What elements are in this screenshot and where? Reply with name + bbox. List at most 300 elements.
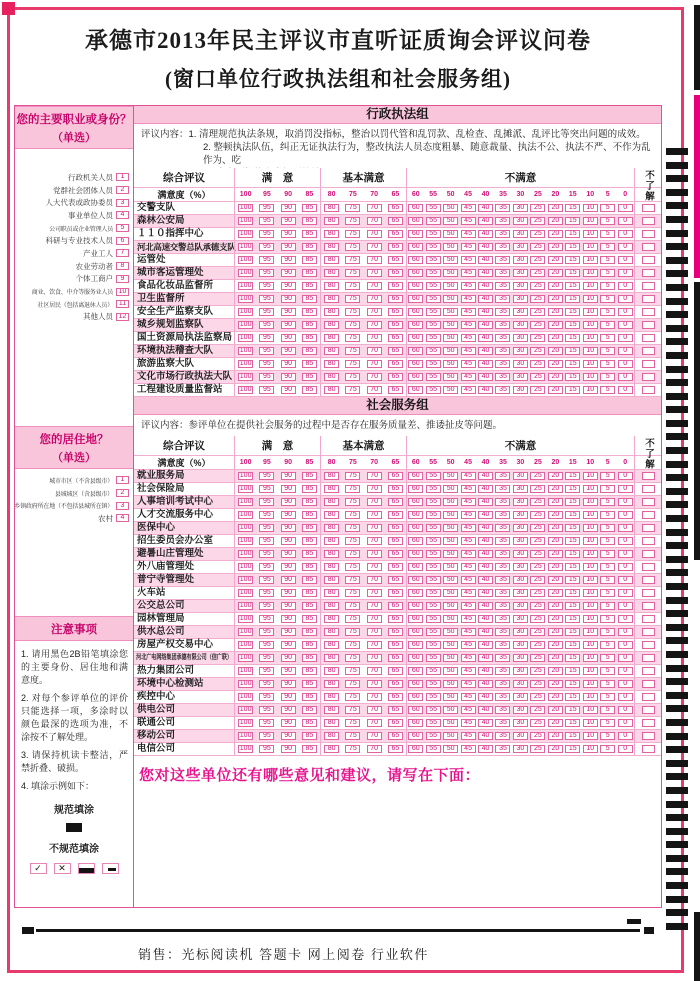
score-bubble[interactable]: 85 bbox=[302, 308, 317, 316]
score-bubble[interactable]: 15 bbox=[565, 485, 580, 493]
score-bubble[interactable]: 50 bbox=[443, 485, 458, 493]
score-bubble[interactable]: 30 bbox=[513, 295, 528, 303]
score-bubble[interactable]: 100 bbox=[239, 576, 252, 583]
residence-option-bubble[interactable]: 3 bbox=[116, 502, 129, 510]
score-bubble[interactable]: 45 bbox=[461, 498, 476, 506]
score-bubble[interactable]: 20 bbox=[548, 524, 563, 532]
score-bubble[interactable]: 80 bbox=[324, 472, 339, 480]
score-bubble[interactable]: 55 bbox=[426, 282, 441, 290]
score-bubble[interactable]: 65 bbox=[388, 230, 403, 238]
score-bubble[interactable]: 45 bbox=[461, 321, 476, 329]
score-bubble[interactable]: 70 bbox=[367, 269, 382, 277]
score-bubble[interactable]: 95 bbox=[259, 217, 274, 225]
score-bubble[interactable]: 30 bbox=[513, 615, 528, 623]
score-bubble[interactable]: 0 bbox=[618, 628, 633, 636]
score-bubble[interactable]: 55 bbox=[426, 511, 441, 519]
score-bubble[interactable]: 55 bbox=[426, 550, 441, 558]
score-bubble[interactable]: 45 bbox=[461, 472, 476, 480]
score-bubble[interactable]: 70 bbox=[367, 745, 382, 753]
score-bubble[interactable]: 25 bbox=[530, 498, 545, 506]
score-bubble[interactable]: 5 bbox=[600, 472, 615, 480]
score-bubble[interactable]: 60 bbox=[408, 230, 423, 238]
score-bubble[interactable]: 90 bbox=[281, 295, 296, 303]
score-bubble[interactable]: 65 bbox=[388, 347, 403, 355]
score-bubble[interactable]: 75 bbox=[345, 524, 360, 532]
score-bubble[interactable]: 45 bbox=[461, 360, 476, 368]
score-bubble[interactable]: 10 bbox=[583, 706, 598, 714]
score-bubble[interactable]: 35 bbox=[495, 230, 510, 238]
score-bubble[interactable]: 35 bbox=[495, 360, 510, 368]
unknown-checkbox[interactable] bbox=[642, 615, 655, 623]
score-bubble[interactable]: 95 bbox=[259, 615, 274, 623]
score-bubble[interactable]: 25 bbox=[530, 295, 545, 303]
score-bubble[interactable]: 0 bbox=[618, 550, 633, 558]
score-bubble[interactable]: 20 bbox=[548, 667, 563, 675]
score-bubble[interactable]: 100 bbox=[239, 537, 252, 544]
score-bubble[interactable]: 35 bbox=[495, 680, 510, 688]
score-bubble[interactable]: 15 bbox=[565, 204, 580, 212]
score-bubble[interactable]: 0 bbox=[618, 282, 633, 290]
score-bubble[interactable]: 75 bbox=[345, 321, 360, 329]
residence-option-bubble[interactable]: 4 bbox=[116, 514, 129, 522]
score-bubble[interactable]: 30 bbox=[513, 373, 528, 381]
score-bubble[interactable]: 10 bbox=[583, 485, 598, 493]
score-bubble[interactable]: 75 bbox=[345, 576, 360, 584]
comment-writing-area[interactable] bbox=[134, 785, 661, 905]
score-bubble[interactable]: 15 bbox=[565, 706, 580, 714]
score-bubble[interactable]: 65 bbox=[388, 373, 403, 381]
score-bubble[interactable]: 60 bbox=[408, 269, 423, 277]
score-bubble[interactable]: 55 bbox=[426, 308, 441, 316]
score-bubble[interactable]: 75 bbox=[345, 256, 360, 264]
score-bubble[interactable]: 55 bbox=[426, 641, 441, 649]
score-bubble[interactable]: 30 bbox=[513, 589, 528, 597]
score-bubble[interactable]: 20 bbox=[548, 472, 563, 480]
score-bubble[interactable]: 15 bbox=[565, 256, 580, 264]
score-bubble[interactable]: 95 bbox=[259, 550, 274, 558]
score-bubble[interactable]: 50 bbox=[443, 269, 458, 277]
score-bubble[interactable]: 70 bbox=[367, 230, 382, 238]
score-bubble[interactable]: 75 bbox=[345, 641, 360, 649]
score-bubble[interactable]: 5 bbox=[600, 386, 615, 394]
score-bubble[interactable]: 25 bbox=[530, 602, 545, 610]
score-bubble[interactable]: 60 bbox=[408, 576, 423, 584]
score-bubble[interactable]: 60 bbox=[408, 204, 423, 212]
score-bubble[interactable]: 80 bbox=[324, 628, 339, 636]
score-bubble[interactable]: 0 bbox=[618, 472, 633, 480]
score-bubble[interactable]: 85 bbox=[302, 321, 317, 329]
score-bubble[interactable]: 20 bbox=[548, 243, 563, 251]
score-bubble[interactable]: 70 bbox=[367, 282, 382, 290]
score-bubble[interactable]: 90 bbox=[281, 654, 296, 662]
score-bubble[interactable]: 40 bbox=[478, 485, 493, 493]
score-bubble[interactable]: 100 bbox=[239, 602, 252, 609]
score-bubble[interactable]: 45 bbox=[461, 282, 476, 290]
score-bubble[interactable]: 65 bbox=[388, 485, 403, 493]
score-bubble[interactable]: 40 bbox=[478, 321, 493, 329]
score-bubble[interactable]: 30 bbox=[513, 230, 528, 238]
score-bubble[interactable]: 20 bbox=[548, 589, 563, 597]
score-bubble[interactable]: 50 bbox=[443, 602, 458, 610]
score-bubble[interactable]: 90 bbox=[281, 537, 296, 545]
score-bubble[interactable]: 90 bbox=[281, 745, 296, 753]
score-bubble[interactable]: 20 bbox=[548, 602, 563, 610]
score-bubble[interactable]: 90 bbox=[281, 347, 296, 355]
unknown-checkbox[interactable] bbox=[642, 498, 655, 506]
score-bubble[interactable]: 55 bbox=[426, 602, 441, 610]
score-bubble[interactable]: 70 bbox=[367, 295, 382, 303]
score-bubble[interactable]: 90 bbox=[281, 680, 296, 688]
score-bubble[interactable]: 5 bbox=[600, 334, 615, 342]
score-bubble[interactable]: 75 bbox=[345, 602, 360, 610]
score-bubble[interactable]: 70 bbox=[367, 615, 382, 623]
score-bubble[interactable]: 100 bbox=[239, 360, 252, 367]
score-bubble[interactable]: 10 bbox=[583, 537, 598, 545]
score-bubble[interactable]: 35 bbox=[495, 524, 510, 532]
occupation-option-bubble[interactable]: 12 bbox=[116, 313, 129, 321]
score-bubble[interactable]: 90 bbox=[281, 615, 296, 623]
score-bubble[interactable]: 20 bbox=[548, 269, 563, 277]
score-bubble[interactable]: 85 bbox=[302, 334, 317, 342]
score-bubble[interactable]: 25 bbox=[530, 628, 545, 636]
score-bubble[interactable]: 20 bbox=[548, 576, 563, 584]
score-bubble[interactable]: 65 bbox=[388, 204, 403, 212]
score-bubble[interactable]: 60 bbox=[408, 511, 423, 519]
score-bubble[interactable]: 0 bbox=[618, 563, 633, 571]
score-bubble[interactable]: 30 bbox=[513, 719, 528, 727]
score-bubble[interactable]: 75 bbox=[345, 308, 360, 316]
score-bubble[interactable]: 85 bbox=[302, 295, 317, 303]
score-bubble[interactable]: 50 bbox=[443, 680, 458, 688]
score-bubble[interactable]: 45 bbox=[461, 537, 476, 545]
score-bubble[interactable]: 5 bbox=[600, 615, 615, 623]
score-bubble[interactable]: 45 bbox=[461, 347, 476, 355]
score-bubble[interactable]: 65 bbox=[388, 537, 403, 545]
score-bubble[interactable]: 90 bbox=[281, 706, 296, 714]
score-bubble[interactable]: 0 bbox=[618, 498, 633, 506]
score-bubble[interactable]: 100 bbox=[239, 628, 252, 635]
score-bubble[interactable]: 0 bbox=[618, 360, 633, 368]
score-bubble[interactable]: 75 bbox=[345, 745, 360, 753]
score-bubble[interactable]: 80 bbox=[324, 602, 339, 610]
score-bubble[interactable]: 20 bbox=[548, 641, 563, 649]
score-bubble[interactable]: 65 bbox=[388, 563, 403, 571]
unknown-checkbox[interactable] bbox=[642, 217, 655, 225]
score-bubble[interactable]: 95 bbox=[259, 628, 274, 636]
score-bubble[interactable]: 70 bbox=[367, 360, 382, 368]
score-bubble[interactable]: 55 bbox=[426, 563, 441, 571]
score-bubble[interactable]: 100 bbox=[239, 217, 252, 224]
score-bubble[interactable]: 0 bbox=[618, 334, 633, 342]
score-bubble[interactable]: 20 bbox=[548, 628, 563, 636]
score-bubble[interactable]: 35 bbox=[495, 589, 510, 597]
score-bubble[interactable]: 70 bbox=[367, 511, 382, 519]
occupation-option-bubble[interactable]: 6 bbox=[116, 237, 129, 245]
score-bubble[interactable]: 75 bbox=[345, 269, 360, 277]
score-bubble[interactable]: 10 bbox=[583, 204, 598, 212]
score-bubble[interactable]: 80 bbox=[324, 589, 339, 597]
unknown-checkbox[interactable] bbox=[642, 706, 655, 714]
score-bubble[interactable]: 75 bbox=[345, 334, 360, 342]
unknown-checkbox[interactable] bbox=[642, 693, 655, 701]
score-bubble[interactable]: 20 bbox=[548, 217, 563, 225]
score-bubble[interactable]: 80 bbox=[324, 360, 339, 368]
score-bubble[interactable]: 35 bbox=[495, 745, 510, 753]
score-bubble[interactable]: 90 bbox=[281, 641, 296, 649]
score-bubble[interactable]: 55 bbox=[426, 386, 441, 394]
score-bubble[interactable]: 85 bbox=[302, 204, 317, 212]
score-bubble[interactable]: 35 bbox=[495, 654, 510, 662]
score-bubble[interactable]: 45 bbox=[461, 524, 476, 532]
score-bubble[interactable]: 85 bbox=[302, 680, 317, 688]
score-bubble[interactable]: 70 bbox=[367, 498, 382, 506]
score-bubble[interactable]: 55 bbox=[426, 295, 441, 303]
score-bubble[interactable]: 80 bbox=[324, 693, 339, 701]
score-bubble[interactable]: 10 bbox=[583, 511, 598, 519]
score-bubble[interactable]: 85 bbox=[302, 706, 317, 714]
score-bubble[interactable]: 0 bbox=[618, 654, 633, 662]
score-bubble[interactable]: 60 bbox=[408, 282, 423, 290]
score-bubble[interactable]: 80 bbox=[324, 334, 339, 342]
score-bubble[interactable]: 10 bbox=[583, 732, 598, 740]
score-bubble[interactable]: 15 bbox=[565, 243, 580, 251]
score-bubble[interactable]: 50 bbox=[443, 550, 458, 558]
score-bubble[interactable]: 30 bbox=[513, 537, 528, 545]
score-bubble[interactable]: 5 bbox=[600, 680, 615, 688]
score-bubble[interactable]: 70 bbox=[367, 576, 382, 584]
score-bubble[interactable]: 45 bbox=[461, 373, 476, 381]
score-bubble[interactable]: 60 bbox=[408, 295, 423, 303]
score-bubble[interactable]: 70 bbox=[367, 628, 382, 636]
score-bubble[interactable]: 35 bbox=[495, 550, 510, 558]
score-bubble[interactable]: 85 bbox=[302, 269, 317, 277]
score-bubble[interactable]: 10 bbox=[583, 602, 598, 610]
score-bubble[interactable]: 95 bbox=[259, 693, 274, 701]
score-bubble[interactable]: 35 bbox=[495, 576, 510, 584]
unknown-checkbox[interactable] bbox=[642, 256, 655, 264]
score-bubble[interactable]: 5 bbox=[600, 524, 615, 532]
score-bubble[interactable]: 100 bbox=[239, 719, 252, 726]
score-bubble[interactable]: 5 bbox=[600, 321, 615, 329]
score-bubble[interactable]: 50 bbox=[443, 589, 458, 597]
score-bubble[interactable]: 50 bbox=[443, 230, 458, 238]
score-bubble[interactable]: 55 bbox=[426, 373, 441, 381]
score-bubble[interactable]: 85 bbox=[302, 732, 317, 740]
score-bubble[interactable]: 50 bbox=[443, 217, 458, 225]
score-bubble[interactable]: 25 bbox=[530, 680, 545, 688]
score-bubble[interactable]: 10 bbox=[583, 308, 598, 316]
score-bubble[interactable]: 60 bbox=[408, 667, 423, 675]
score-bubble[interactable]: 30 bbox=[513, 334, 528, 342]
score-bubble[interactable]: 20 bbox=[548, 537, 563, 545]
score-bubble[interactable]: 65 bbox=[388, 217, 403, 225]
score-bubble[interactable]: 75 bbox=[345, 230, 360, 238]
score-bubble[interactable]: 75 bbox=[345, 347, 360, 355]
score-bubble[interactable]: 0 bbox=[618, 269, 633, 277]
score-bubble[interactable]: 95 bbox=[259, 719, 274, 727]
score-bubble[interactable]: 25 bbox=[530, 511, 545, 519]
score-bubble[interactable]: 100 bbox=[239, 269, 252, 276]
score-bubble[interactable]: 50 bbox=[443, 282, 458, 290]
unknown-checkbox[interactable] bbox=[642, 576, 655, 584]
score-bubble[interactable]: 50 bbox=[443, 472, 458, 480]
score-bubble[interactable]: 70 bbox=[367, 373, 382, 381]
score-bubble[interactable]: 5 bbox=[600, 282, 615, 290]
score-bubble[interactable]: 60 bbox=[408, 472, 423, 480]
score-bubble[interactable]: 10 bbox=[583, 719, 598, 727]
score-bubble[interactable]: 95 bbox=[259, 732, 274, 740]
score-bubble[interactable]: 50 bbox=[443, 576, 458, 584]
unknown-checkbox[interactable] bbox=[642, 386, 655, 394]
score-bubble[interactable]: 40 bbox=[478, 373, 493, 381]
score-bubble[interactable]: 40 bbox=[478, 269, 493, 277]
occupation-option-bubble[interactable]: 8 bbox=[116, 262, 129, 270]
score-bubble[interactable]: 55 bbox=[426, 334, 441, 342]
unknown-checkbox[interactable] bbox=[642, 360, 655, 368]
score-bubble[interactable]: 70 bbox=[367, 667, 382, 675]
score-bubble[interactable]: 40 bbox=[478, 256, 493, 264]
score-bubble[interactable]: 50 bbox=[443, 524, 458, 532]
score-bubble[interactable]: 30 bbox=[513, 321, 528, 329]
score-bubble[interactable]: 10 bbox=[583, 589, 598, 597]
score-bubble[interactable]: 5 bbox=[600, 563, 615, 571]
score-bubble[interactable]: 90 bbox=[281, 282, 296, 290]
score-bubble[interactable]: 90 bbox=[281, 386, 296, 394]
score-bubble[interactable]: 85 bbox=[302, 641, 317, 649]
score-bubble[interactable]: 15 bbox=[565, 347, 580, 355]
score-bubble[interactable]: 70 bbox=[367, 693, 382, 701]
score-bubble[interactable]: 50 bbox=[443, 347, 458, 355]
score-bubble[interactable]: 95 bbox=[259, 485, 274, 493]
score-bubble[interactable]: 90 bbox=[281, 243, 296, 251]
score-bubble[interactable]: 80 bbox=[324, 732, 339, 740]
score-bubble[interactable]: 45 bbox=[461, 667, 476, 675]
score-bubble[interactable]: 40 bbox=[478, 204, 493, 212]
score-bubble[interactable]: 80 bbox=[324, 706, 339, 714]
score-bubble[interactable]: 60 bbox=[408, 745, 423, 753]
residence-option-bubble[interactable]: 2 bbox=[116, 489, 129, 497]
occupation-option-bubble[interactable]: 1 bbox=[116, 173, 129, 181]
score-bubble[interactable]: 60 bbox=[408, 485, 423, 493]
score-bubble[interactable]: 45 bbox=[461, 732, 476, 740]
score-bubble[interactable]: 70 bbox=[367, 524, 382, 532]
score-bubble[interactable]: 75 bbox=[345, 719, 360, 727]
score-bubble[interactable]: 15 bbox=[565, 334, 580, 342]
score-bubble[interactable]: 80 bbox=[324, 745, 339, 753]
score-bubble[interactable]: 5 bbox=[600, 360, 615, 368]
score-bubble[interactable]: 80 bbox=[324, 308, 339, 316]
score-bubble[interactable]: 100 bbox=[239, 243, 252, 250]
score-bubble[interactable]: 85 bbox=[302, 667, 317, 675]
score-bubble[interactable]: 15 bbox=[565, 550, 580, 558]
score-bubble[interactable]: 5 bbox=[600, 641, 615, 649]
score-bubble[interactable]: 25 bbox=[530, 576, 545, 584]
score-bubble[interactable]: 5 bbox=[600, 745, 615, 753]
score-bubble[interactable]: 70 bbox=[367, 217, 382, 225]
score-bubble[interactable]: 75 bbox=[345, 282, 360, 290]
score-bubble[interactable]: 10 bbox=[583, 745, 598, 753]
score-bubble[interactable]: 60 bbox=[408, 537, 423, 545]
score-bubble[interactable]: 100 bbox=[239, 693, 252, 700]
score-bubble[interactable]: 95 bbox=[259, 243, 274, 251]
score-bubble[interactable]: 55 bbox=[426, 524, 441, 532]
score-bubble[interactable]: 35 bbox=[495, 641, 510, 649]
score-bubble[interactable]: 65 bbox=[388, 693, 403, 701]
score-bubble[interactable]: 20 bbox=[548, 295, 563, 303]
score-bubble[interactable]: 15 bbox=[565, 511, 580, 519]
score-bubble[interactable]: 65 bbox=[388, 589, 403, 597]
score-bubble[interactable]: 75 bbox=[345, 243, 360, 251]
score-bubble[interactable]: 40 bbox=[478, 347, 493, 355]
score-bubble[interactable]: 70 bbox=[367, 321, 382, 329]
score-bubble[interactable]: 5 bbox=[600, 485, 615, 493]
score-bubble[interactable]: 10 bbox=[583, 563, 598, 571]
score-bubble[interactable]: 50 bbox=[443, 537, 458, 545]
score-bubble[interactable]: 80 bbox=[324, 204, 339, 212]
score-bubble[interactable]: 0 bbox=[618, 243, 633, 251]
score-bubble[interactable]: 5 bbox=[600, 295, 615, 303]
score-bubble[interactable]: 50 bbox=[443, 360, 458, 368]
score-bubble[interactable]: 85 bbox=[302, 524, 317, 532]
score-bubble[interactable]: 35 bbox=[495, 204, 510, 212]
score-bubble[interactable]: 25 bbox=[530, 524, 545, 532]
score-bubble[interactable]: 5 bbox=[600, 602, 615, 610]
score-bubble[interactable]: 10 bbox=[583, 654, 598, 662]
unknown-checkbox[interactable] bbox=[642, 321, 655, 329]
score-bubble[interactable]: 45 bbox=[461, 602, 476, 610]
score-bubble[interactable]: 15 bbox=[565, 537, 580, 545]
score-bubble[interactable]: 60 bbox=[408, 641, 423, 649]
score-bubble[interactable]: 40 bbox=[478, 680, 493, 688]
score-bubble[interactable]: 90 bbox=[281, 204, 296, 212]
score-bubble[interactable]: 30 bbox=[513, 524, 528, 532]
score-bubble[interactable]: 40 bbox=[478, 602, 493, 610]
score-bubble[interactable]: 55 bbox=[426, 732, 441, 740]
score-bubble[interactable]: 35 bbox=[495, 498, 510, 506]
score-bubble[interactable]: 25 bbox=[530, 204, 545, 212]
score-bubble[interactable]: 95 bbox=[259, 602, 274, 610]
score-bubble[interactable]: 35 bbox=[495, 693, 510, 701]
score-bubble[interactable]: 0 bbox=[618, 641, 633, 649]
score-bubble[interactable]: 95 bbox=[259, 321, 274, 329]
score-bubble[interactable]: 65 bbox=[388, 719, 403, 727]
score-bubble[interactable]: 95 bbox=[259, 667, 274, 675]
score-bubble[interactable]: 65 bbox=[388, 732, 403, 740]
score-bubble[interactable]: 10 bbox=[583, 217, 598, 225]
score-bubble[interactable]: 50 bbox=[443, 732, 458, 740]
unknown-checkbox[interactable] bbox=[642, 732, 655, 740]
occupation-option-bubble[interactable]: 10 bbox=[116, 288, 129, 296]
score-bubble[interactable]: 5 bbox=[600, 628, 615, 636]
unknown-checkbox[interactable] bbox=[642, 680, 655, 688]
score-bubble[interactable]: 0 bbox=[618, 680, 633, 688]
score-bubble[interactable]: 65 bbox=[388, 360, 403, 368]
score-bubble[interactable]: 50 bbox=[443, 719, 458, 727]
score-bubble[interactable]: 15 bbox=[565, 308, 580, 316]
score-bubble[interactable]: 15 bbox=[565, 693, 580, 701]
score-bubble[interactable]: 25 bbox=[530, 308, 545, 316]
score-bubble[interactable]: 20 bbox=[548, 256, 563, 264]
score-bubble[interactable]: 15 bbox=[565, 641, 580, 649]
score-bubble[interactable]: 70 bbox=[367, 550, 382, 558]
score-bubble[interactable]: 85 bbox=[302, 693, 317, 701]
score-bubble[interactable]: 20 bbox=[548, 485, 563, 493]
score-bubble[interactable]: 60 bbox=[408, 615, 423, 623]
score-bubble[interactable]: 25 bbox=[530, 373, 545, 381]
unknown-checkbox[interactable] bbox=[642, 537, 655, 545]
score-bubble[interactable]: 50 bbox=[443, 745, 458, 753]
score-bubble[interactable]: 45 bbox=[461, 745, 476, 753]
